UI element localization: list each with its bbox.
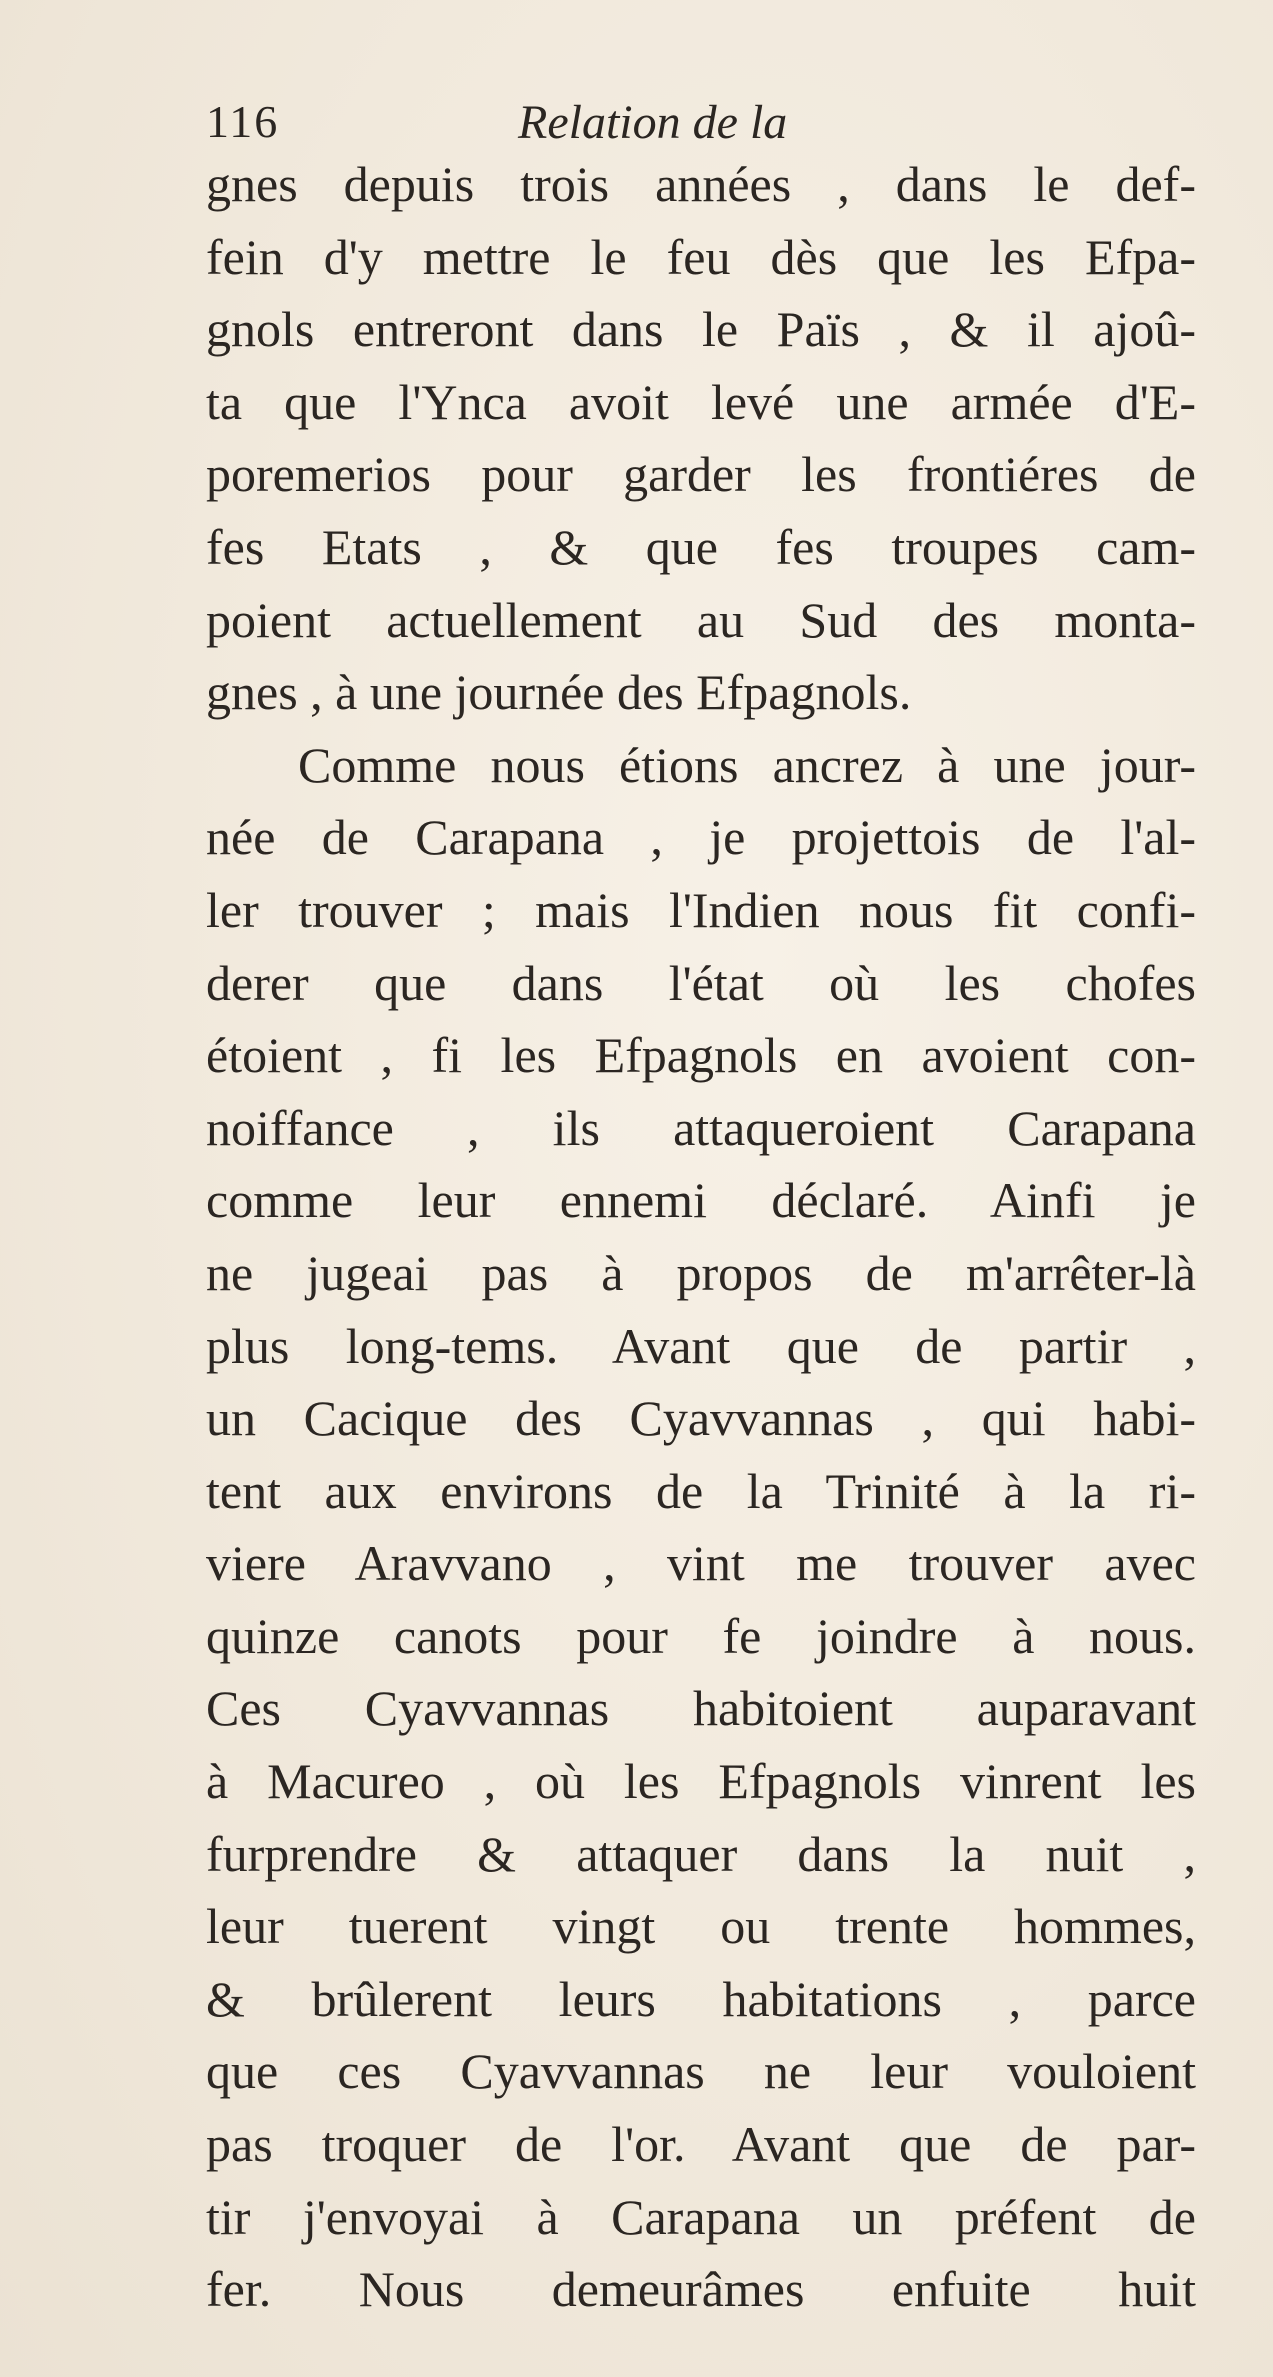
text-line: tir j'envoyai à Carapana un préfent de	[206, 2188, 1196, 2245]
text-line: comme leur ennemi déclaré. Ainfi je	[206, 1172, 1196, 1229]
text-line: furprendre & attaquer dans la nuit ,	[206, 1825, 1196, 1882]
text-line: fein d'y mettre le feu dès que les Efpa-	[206, 228, 1196, 285]
text-line: poient actuellement au Sud des monta-	[206, 591, 1196, 648]
text-line: derer que dans l'état où les chofes	[206, 954, 1196, 1011]
text-line: noiffance , ils attaqueroient Carapana	[206, 1099, 1196, 1156]
text-line: Ces Cyavvannas habitoient auparavant	[206, 1680, 1196, 1737]
running-head: Relation de la	[518, 96, 788, 149]
text-line: un Cacique des Cyavvannas , qui habi-	[206, 1390, 1196, 1447]
text-line: gnes depuis trois années , dans le def-	[206, 156, 1196, 212]
text-line: viere Aravvano , vint me trouver avec	[206, 1535, 1196, 1592]
page-number: 116	[206, 96, 280, 147]
text-line: tent aux environs de la Trinité à la ri-	[206, 1462, 1196, 1519]
text-line: gnols entreront dans le Païs , & il ajoû-	[206, 301, 1196, 358]
text-line: & brûlerent leurs habitations , parce	[206, 1970, 1196, 2027]
text-line: leur tuerent vingt ou trente hommes,	[206, 1898, 1196, 1955]
text-line: étoient , fi les Efpagnols en avoient con-	[206, 1027, 1196, 1084]
text-line: ler trouver ; mais l'Indien nous fit confi-	[206, 881, 1196, 938]
text-line: à Macureo , où les Efpagnols vinrent les	[206, 1753, 1196, 1810]
text-line: pas troquer de l'or. Avant que de par-	[206, 2116, 1196, 2173]
text-line: née de Carapana , je projettois de l'al-	[206, 809, 1196, 866]
text-line: ta que l'Ynca avoit levé une armée d'E-	[206, 373, 1196, 430]
text-line: fes Etats , & que fes troupes cam-	[206, 518, 1196, 575]
text-line: poremerios pour garder les frontiéres de	[206, 446, 1196, 503]
text-line: gnes , à une journée des Efpagnols.	[206, 664, 912, 721]
text-line: plus long-tems. Avant que de partir ,	[206, 1317, 1196, 1374]
text-line: quinze canots pour fe joindre à nous.	[206, 1607, 1196, 1664]
text-line: ne jugeai pas à propos de m'arrêter-là	[206, 1244, 1196, 1301]
text-line: fer. Nous demeurâmes enfuite huit	[206, 2261, 1196, 2318]
body-text	[206, 148, 1196, 2326]
text-line: Comme nous étions ancrez à une jour-	[298, 736, 1196, 793]
page-header	[0, 95, 1273, 155]
text-line: que ces Cyavvannas ne leur vouloient	[206, 2043, 1196, 2100]
